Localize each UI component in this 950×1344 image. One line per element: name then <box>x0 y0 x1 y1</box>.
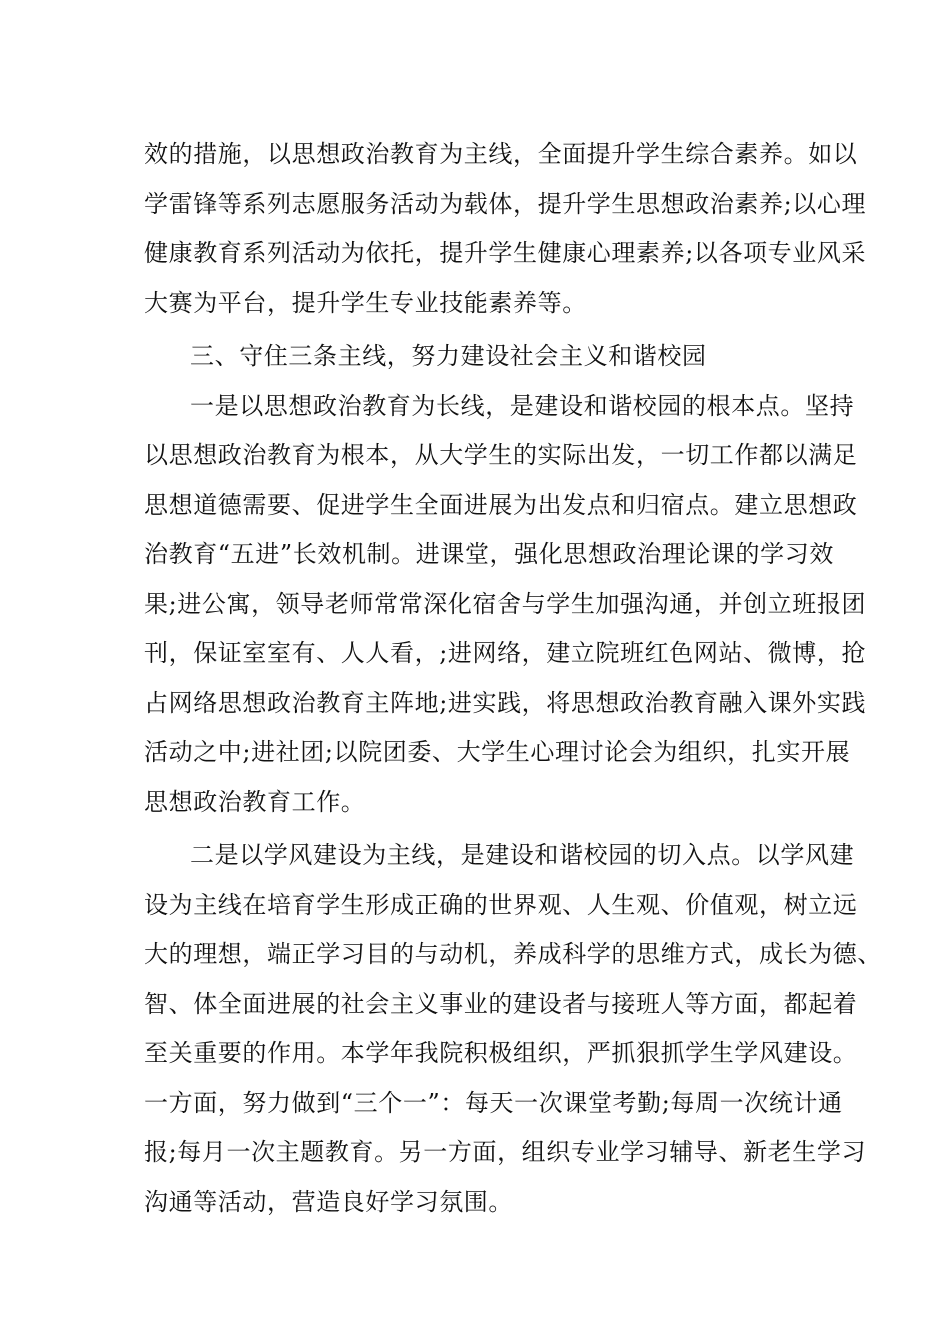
text-line: 占网络思想政治教育主阵地;进实践，将思想政治教育融入课外实践 <box>144 688 867 717</box>
heading-line: 三、守住三条主线，努力建设社会主义和谐校园 <box>190 342 707 370</box>
text-line: 智、体全面进展的社会主义事业的建设者与接班人等方面，都起着 <box>144 989 858 1018</box>
document-body <box>144 130 882 1227</box>
text-line: 一是以思想政治教育为长线，是建设和谐校园的根本点。坚持 <box>190 391 855 420</box>
text-line: 至关重要的作用。本学年我院积极组织，严抓狠抓学生学风建设。 <box>144 1039 858 1067</box>
text-line: 思想道德需要、促进学生全面进展为出发点和归宿点。建立思想政 <box>144 490 858 519</box>
paragraph-3 <box>144 831 882 1227</box>
text-line: 刊，保证室室有、人人看，;进网络，建立院班红色网站、微博，抢 <box>144 639 867 667</box>
text-line: 以思想政治教育为根本，从大学生的实际出发，一切工作都以满足 <box>144 441 858 469</box>
text-line: 果;进公寓，领导老师常常深化宿舍与学生加强沟通，并创立班报团 <box>144 589 867 618</box>
paragraph-2 <box>144 382 867 828</box>
text-line: 活动之中;进社团;以院团委、大学生心理讨论会为组织，扎实开展 <box>144 738 851 766</box>
text-line: 大赛为平台，提升学生专业技能素养等。 <box>144 288 587 317</box>
paragraph-1 <box>144 130 867 328</box>
text-line: 一方面，努力做到“三个一”：每天一次课堂考勤;每周一次统计通 <box>144 1088 843 1117</box>
text-line: 二是以学风建设为主线，是建设和谐校园的切入点。以学风建 <box>190 841 855 869</box>
text-line: 沟通等活动，营造良好学习氛围。 <box>144 1187 513 1216</box>
text-line: 效的措施，以思想政治教育为主线，全面提升学生综合素养。如以 <box>144 140 858 168</box>
text-line: 治教育“五进”长效机制。进课堂，强化思想政治理论课的学习效 <box>144 540 834 568</box>
text-line: 设为主线在培育学生形成正确的世界观、人生观、价值观，树立远 <box>144 890 858 919</box>
text-line: 学雷锋等系列志愿服务活动为载体，提升学生思想政治素养;以心理 <box>144 189 867 218</box>
text-line: 健康教育系列活动为依托，提升学生健康心理素养;以各项专业风采 <box>144 239 867 267</box>
text-line: 报;每月一次主题教育。另一方面，组织专业学习辅导、新老生学习 <box>144 1138 867 1166</box>
text-line: 大的理想，端正学习目的与动机，养成科学的思维方式，成长为德、 <box>144 940 882 968</box>
section-heading <box>144 332 834 382</box>
text-line: 思想政治教育工作。 <box>144 787 366 816</box>
